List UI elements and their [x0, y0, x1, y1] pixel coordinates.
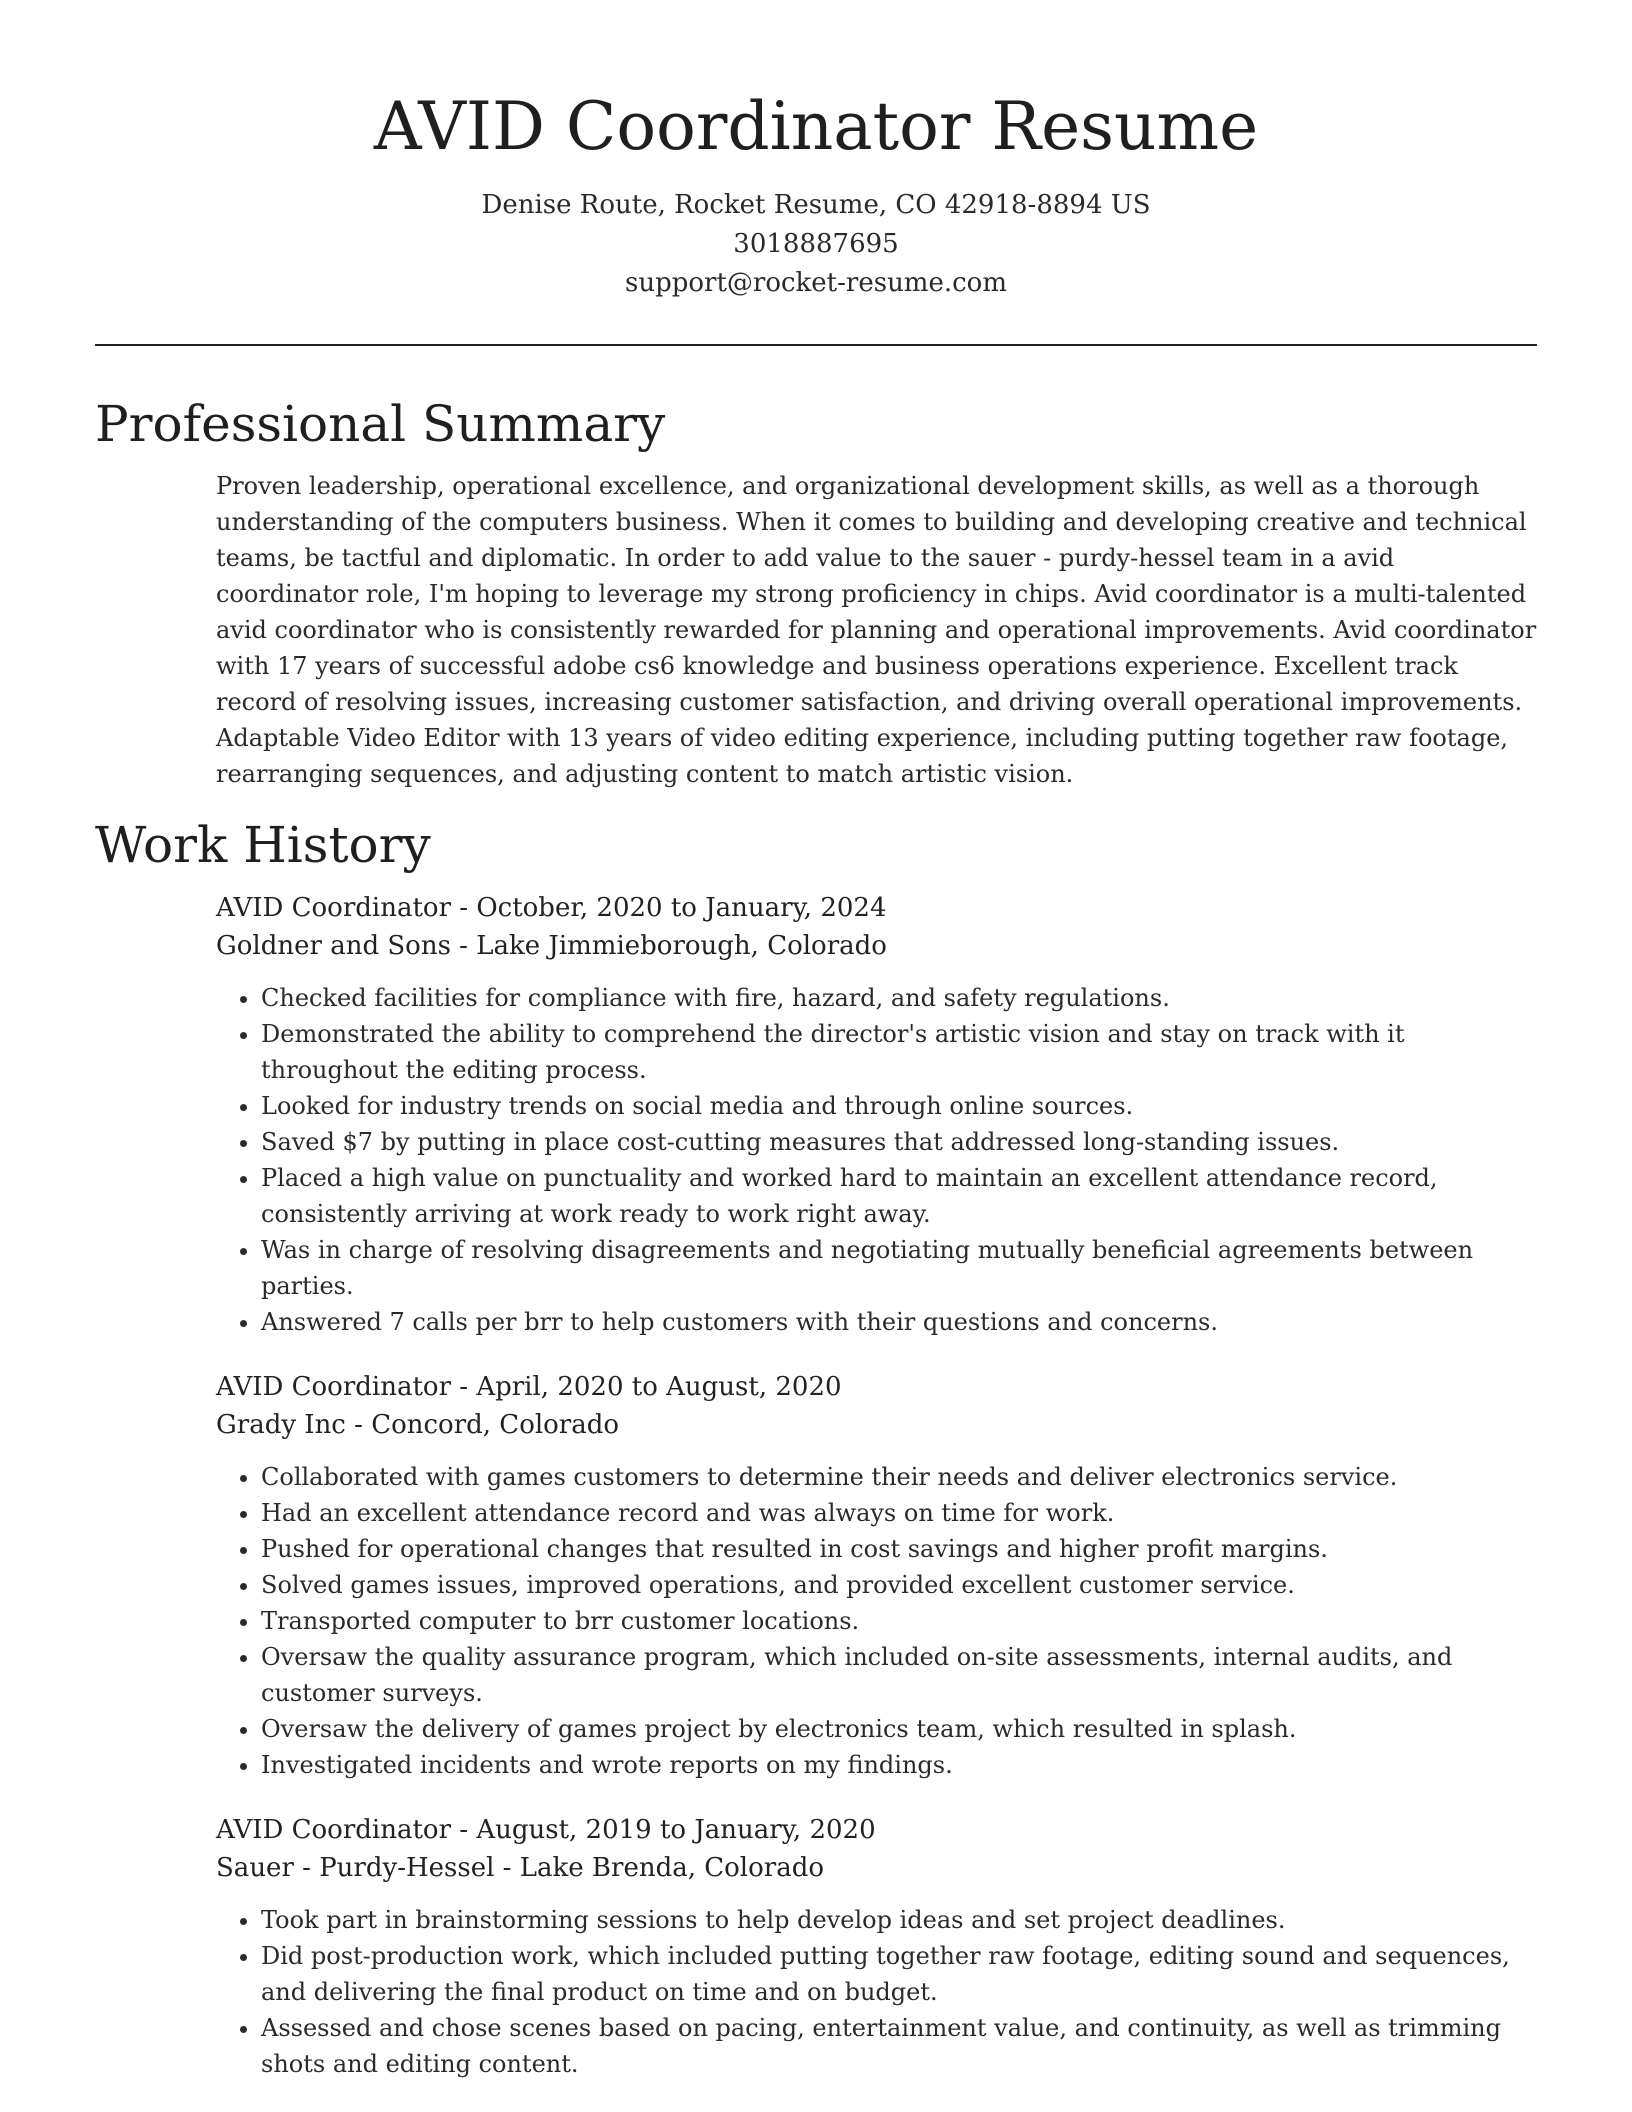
job-bullet: • Answered 7 calls per brr to help customers with their questions and concerns.	[261, 1304, 1537, 1340]
header-divider	[95, 344, 1537, 346]
job-bullet: • Had an excellent attendance record and was always on time for work.	[261, 1495, 1537, 1531]
job-company-line: Sauer - Purdy-Hessel - Lake Brenda, Colorado	[216, 1853, 824, 1883]
job-bullet: • Placed a high value on punctuality and worked hard to maintain an excellent attendance record, consistently arriving at work ready to work right away.	[261, 1160, 1537, 1232]
job-entry	[216, 1811, 1537, 2082]
job-bullet: • Investigated incidents and wrote reports on my findings.	[261, 1747, 1537, 1783]
job-entry	[216, 889, 1537, 1340]
job-bullet: • Looked for industry trends on social media and through online sources.	[261, 1088, 1537, 1124]
job-title-line: AVID Coordinator - April, 2020 to August, 2020	[216, 1372, 842, 1402]
contact-address: Denise Route, Rocket Resume, CO 42918-8894 US	[481, 190, 1151, 220]
section-heading-work-history: Work History	[95, 816, 431, 874]
job-bullet: • Pushed for operational changes that resulted in cost savings and higher profit margins.	[261, 1531, 1537, 1567]
job-bullet: • Was in charge of resolving disagreements and negotiating mutually beneficial agreements between parties.	[261, 1232, 1537, 1304]
job-entry	[216, 1368, 1537, 1783]
job-bullet: • Oversaw the delivery of games project by electronics team, which resulted in splash.	[261, 1711, 1537, 1747]
contact-email: support@rocket-resume.com	[624, 268, 1007, 298]
job-title-line: AVID Coordinator - August, 2019 to January, 2020	[216, 1815, 876, 1845]
job-bullet: • Solved games issues, improved operations, and provided excellent customer service.	[261, 1567, 1537, 1603]
job-bullet: • Transported computer to brr customer locations.	[261, 1603, 1537, 1639]
job-bullet: • Checked facilities for compliance with fire, hazard, and safety regulations.	[261, 980, 1537, 1016]
summary-paragraph: Proven leadership, operational excellence, and organizational development skills, as well as a thorough understanding of the computers business. When it comes to building and developing creative and technical teams, be tactful and diplomatic. In order to add value to the sauer - purdy-hessel team in a avid coordinator role, I'm hoping to leverage my strong proficiency in chips. Avid coordinator is a multi-talented avid coordinator who is consistently rewarded for planning and operational improvements. Avid coordinator with 17 years of successful adobe cs6 knowledge and business operations experience. Excellent track record of resolving issues, increasing customer satisfaction, and driving overall operational improvements. Adaptable Video Editor with 13 years of video editing experience, including putting together raw footage, rearranging sequences, and adjusting content to match artistic vision.	[216, 472, 1537, 788]
job-bullet: • Assessed and chose scenes based on pacing, entertainment value, and continuity, as well as trimming shots and editing content.	[261, 2010, 1537, 2082]
resume-title: AVID Coordinator Resume	[373, 88, 1259, 165]
job-bullet-list	[216, 1459, 1537, 1783]
resume-page	[95, 0, 1537, 2082]
contact-block	[95, 186, 1537, 303]
job-bullet: • Oversaw the quality assurance program, which included on-site assessments, internal audits, and customer surveys.	[261, 1639, 1537, 1711]
job-bullet: • Did post-production work, which included putting together raw footage, editing sound and sequences, and delivering the final product on time and on budget.	[261, 1938, 1537, 2010]
job-bullet: • Saved $7 by putting in place cost-cutting measures that addressed long-standing issues.	[261, 1124, 1537, 1160]
resume-header	[95, 0, 1537, 303]
job-bullet: • Took part in brainstorming sessions to help develop ideas and set project deadlines.	[261, 1902, 1537, 1938]
job-bullet: • Demonstrated the ability to comprehend the director's artistic vision and stay on track with it throughout the editing process.	[261, 1016, 1537, 1088]
job-company-line: Goldner and Sons - Lake Jimmieborough, Colorado	[216, 931, 887, 961]
job-bullet: • Collaborated with games customers to determine their needs and deliver electronics service.	[261, 1459, 1537, 1495]
contact-phone: 3018887695	[733, 229, 899, 259]
section-heading-summary: Professional Summary	[95, 395, 666, 453]
job-bullet-list	[216, 1902, 1537, 2082]
job-company-line: Grady Inc - Concord, Colorado	[216, 1410, 620, 1440]
job-bullet-list	[216, 980, 1537, 1340]
job-title-line: AVID Coordinator - October, 2020 to January, 2024	[216, 893, 887, 923]
